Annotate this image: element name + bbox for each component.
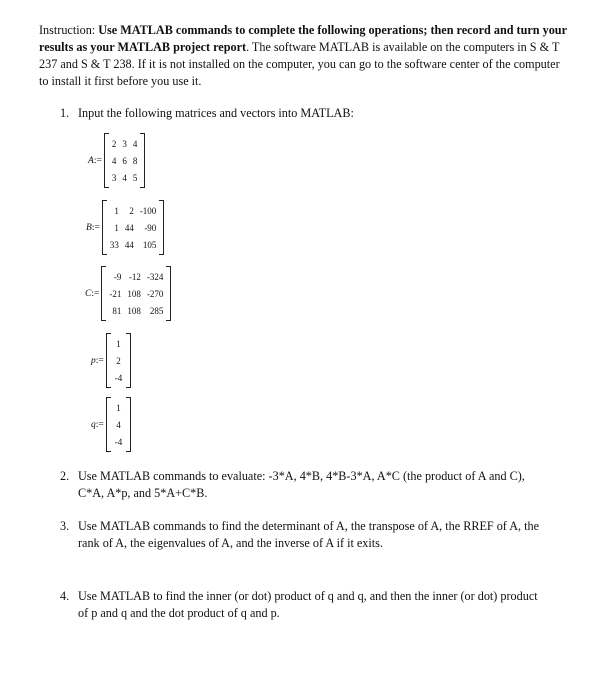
instruction-paragraph	[39, 22, 569, 90]
matrix-cell: -21	[109, 288, 122, 299]
matrix-cell: -324	[146, 271, 164, 282]
item-text: Use MATLAB commands to find the determinant of A, the transpose of A, the RREF of A, the rank of A, the eigenvalues of A, and the inverse of A if it exits.	[78, 519, 540, 550]
matrix-row	[111, 335, 127, 352]
matrix-c-entries	[106, 268, 166, 319]
matrix-row	[111, 433, 127, 450]
matrix-row	[106, 302, 166, 319]
vector-p	[91, 333, 131, 388]
matrix-cell: 3	[111, 172, 117, 183]
vector-p-entries	[111, 335, 127, 386]
matrix-row	[107, 202, 160, 219]
matrix-row	[111, 369, 127, 386]
matrix-row	[107, 219, 160, 236]
matrix-cell: 44	[124, 239, 134, 250]
matrix-cell: 285	[149, 305, 164, 316]
matrix-a-entries	[109, 135, 141, 186]
matrix-cell: 2	[116, 355, 121, 366]
item-4	[60, 588, 540, 622]
vector-p-label: p:=	[91, 355, 104, 366]
matrix-cell: 44	[124, 222, 134, 233]
matrix-cell: -100	[139, 205, 157, 216]
matrix-a	[88, 133, 145, 188]
matrix-cell: 2	[111, 138, 117, 149]
matrix-cell: 4	[122, 172, 127, 183]
matrix-row	[106, 285, 166, 302]
instruction-bold: Use MATLAB commands to complete the following operations; then record and turn your results as your MATLAB project report	[39, 23, 567, 54]
matrix-c	[85, 266, 171, 321]
item-number: 1.	[60, 106, 70, 120]
matrix-row	[111, 416, 127, 433]
item-2	[60, 468, 540, 502]
item-number: 4.	[60, 589, 70, 603]
matrix-cell: 1	[116, 402, 121, 413]
matrix-cell: 6	[122, 155, 127, 166]
item-number: 2.	[60, 469, 70, 483]
instruction-lead: Instruction:	[39, 23, 99, 37]
matrix-cell: 81	[112, 305, 122, 316]
matrix-cell: -4	[114, 436, 123, 447]
item-number: 3.	[60, 519, 70, 533]
item-3	[60, 518, 540, 552]
matrix-cell: 105	[142, 239, 157, 250]
matrix-cell: 108	[127, 288, 141, 299]
matrix-cell: 4	[132, 138, 138, 149]
matrix-c-label: C:=	[85, 288, 100, 299]
matrix-row	[109, 152, 141, 169]
matrix-b-label: B:=	[86, 222, 100, 233]
instruction-rest: . The software MATLAB is available on the computers in S & T 237 and S & T 238. If it is not installed on the computer, you can go to the software center of the computer to install it first before you use it.	[39, 40, 560, 88]
matrix-cell: -12	[128, 271, 141, 282]
matrix-cell: 5	[132, 172, 138, 183]
vector-q-label: q:=	[91, 419, 104, 430]
matrix-row	[111, 352, 127, 369]
vector-q	[91, 397, 131, 452]
matrix-cell: -4	[114, 372, 123, 383]
matrix-row	[111, 399, 127, 416]
item-text: Input the following matrices and vectors into MATLAB:	[78, 106, 354, 120]
item-1	[60, 105, 540, 122]
matrix-cell: 4	[111, 155, 117, 166]
matrix-cell: -90	[144, 222, 157, 233]
matrix-cell: 1	[114, 205, 119, 216]
matrix-b-entries	[107, 202, 160, 253]
item-text: Use MATLAB commands to evaluate: -3*A, 4*B, 4*B-3*A, A*C (the product of A and C), C*A, A*p, and 5*A+C*B.	[78, 469, 525, 500]
matrix-cell: 8	[132, 155, 138, 166]
matrix-cell: -270	[146, 288, 164, 299]
matrix-row	[107, 236, 160, 253]
matrix-cell: 4	[116, 419, 121, 430]
matrix-cell: 2	[129, 205, 134, 216]
item-text: Use MATLAB to find the inner (or dot) product of q and q, and then the inner (or dot) product of p and q and the dot product of q and p.	[78, 589, 538, 620]
matrix-cell: 3	[122, 138, 127, 149]
matrix-row	[106, 268, 166, 285]
vector-q-entries	[111, 399, 127, 450]
matrix-cell: -9	[113, 271, 122, 282]
matrix-row	[109, 135, 141, 152]
matrix-cell: 108	[127, 305, 141, 316]
matrix-a-label: A:=	[88, 155, 102, 166]
matrix-cell: 1	[114, 222, 119, 233]
matrix-cell: 33	[109, 239, 119, 250]
matrix-cell: 1	[116, 338, 121, 349]
matrix-row	[109, 169, 141, 186]
matrix-b	[86, 200, 164, 255]
